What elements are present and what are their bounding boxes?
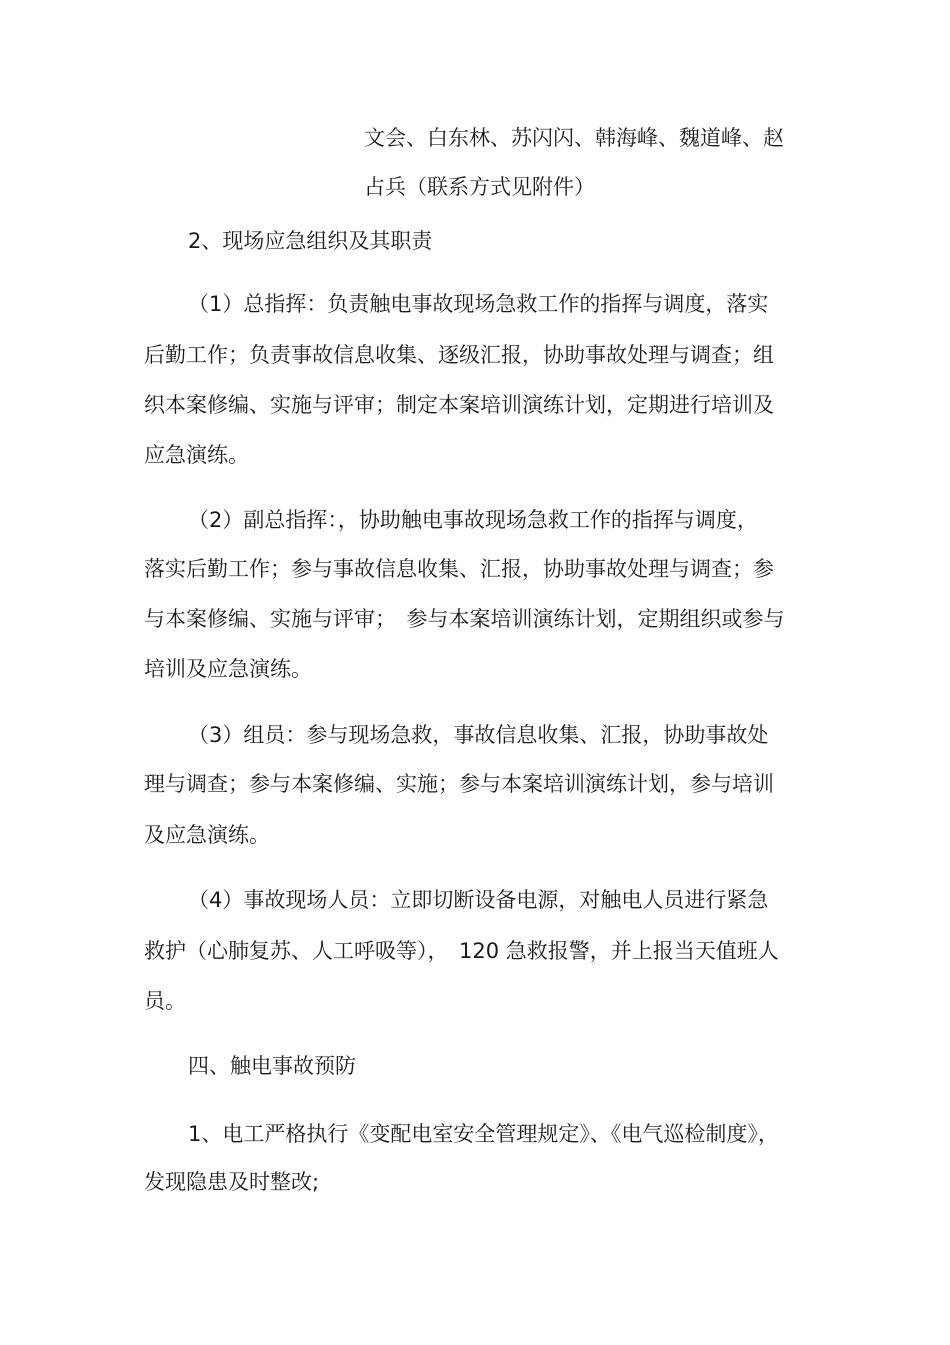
item-3-line-3: 及应急演练。 — [144, 823, 270, 847]
list-continuation-line-2: 占兵（联系方式见附件） — [364, 175, 595, 199]
item-2-line-1: （2）副总指挥：，协助触电事故现场急救工作的指挥与调度， — [188, 508, 758, 532]
item-3-line-1: （3）组员：参与现场急救，事故信息收集、汇报，协助事故处 — [188, 723, 769, 747]
section-2-heading: 2、现场应急组织及其职责 — [188, 229, 433, 253]
item-1-line-4: 应急演练。 — [144, 443, 249, 467]
rule-1-line-2: 发现隐患及时整改; — [144, 1170, 320, 1194]
item-1-line-3: 织本案修编、实施与评审；制定本案培训演练计划，定期进行培训及 — [144, 393, 774, 417]
item-3-line-2: 理与调查；参与本案修编、实施；参与本案培训演练计划，参与培训 — [144, 772, 774, 796]
section-4-heading: 四、触电事故预防 — [188, 1054, 356, 1078]
item-1-line-2: 后勤工作；负责事故信息收集、逐级汇报，协助事故处理与调查；组 — [144, 343, 774, 367]
list-continuation-line-1: 文会、白东林、苏闪闪、韩海峰、魏道峰、赵 — [364, 126, 784, 150]
item-2-line-4: 培训及应急演练。 — [144, 657, 312, 681]
item-2-line-2: 落实后勤工作；参与事故信息收集、汇报，协助事故处理与调查；参 — [144, 557, 774, 581]
item-2-line-3: 与本案修编、实施与评审； 参与本案培训演练计划，定期组织或参与 — [144, 607, 785, 631]
rule-1-line-1: 1、电工严格执行《变配电室安全管理规定》、《电气巡检制度》， — [188, 1122, 779, 1146]
item-1-line-1: （1）总指挥：负责触电事故现场急救工作的指挥与调度，落实 — [188, 292, 769, 316]
item-4-line-2: 救护（心肺复苏、人工呼吸等）， 120 急救报警，并上报当天值班人 — [144, 939, 779, 963]
item-4-line-1: （4）事故现场人员：立即切断设备电源，对触电人员进行紧急 — [188, 888, 769, 912]
item-4-line-3: 员。 — [144, 989, 186, 1013]
